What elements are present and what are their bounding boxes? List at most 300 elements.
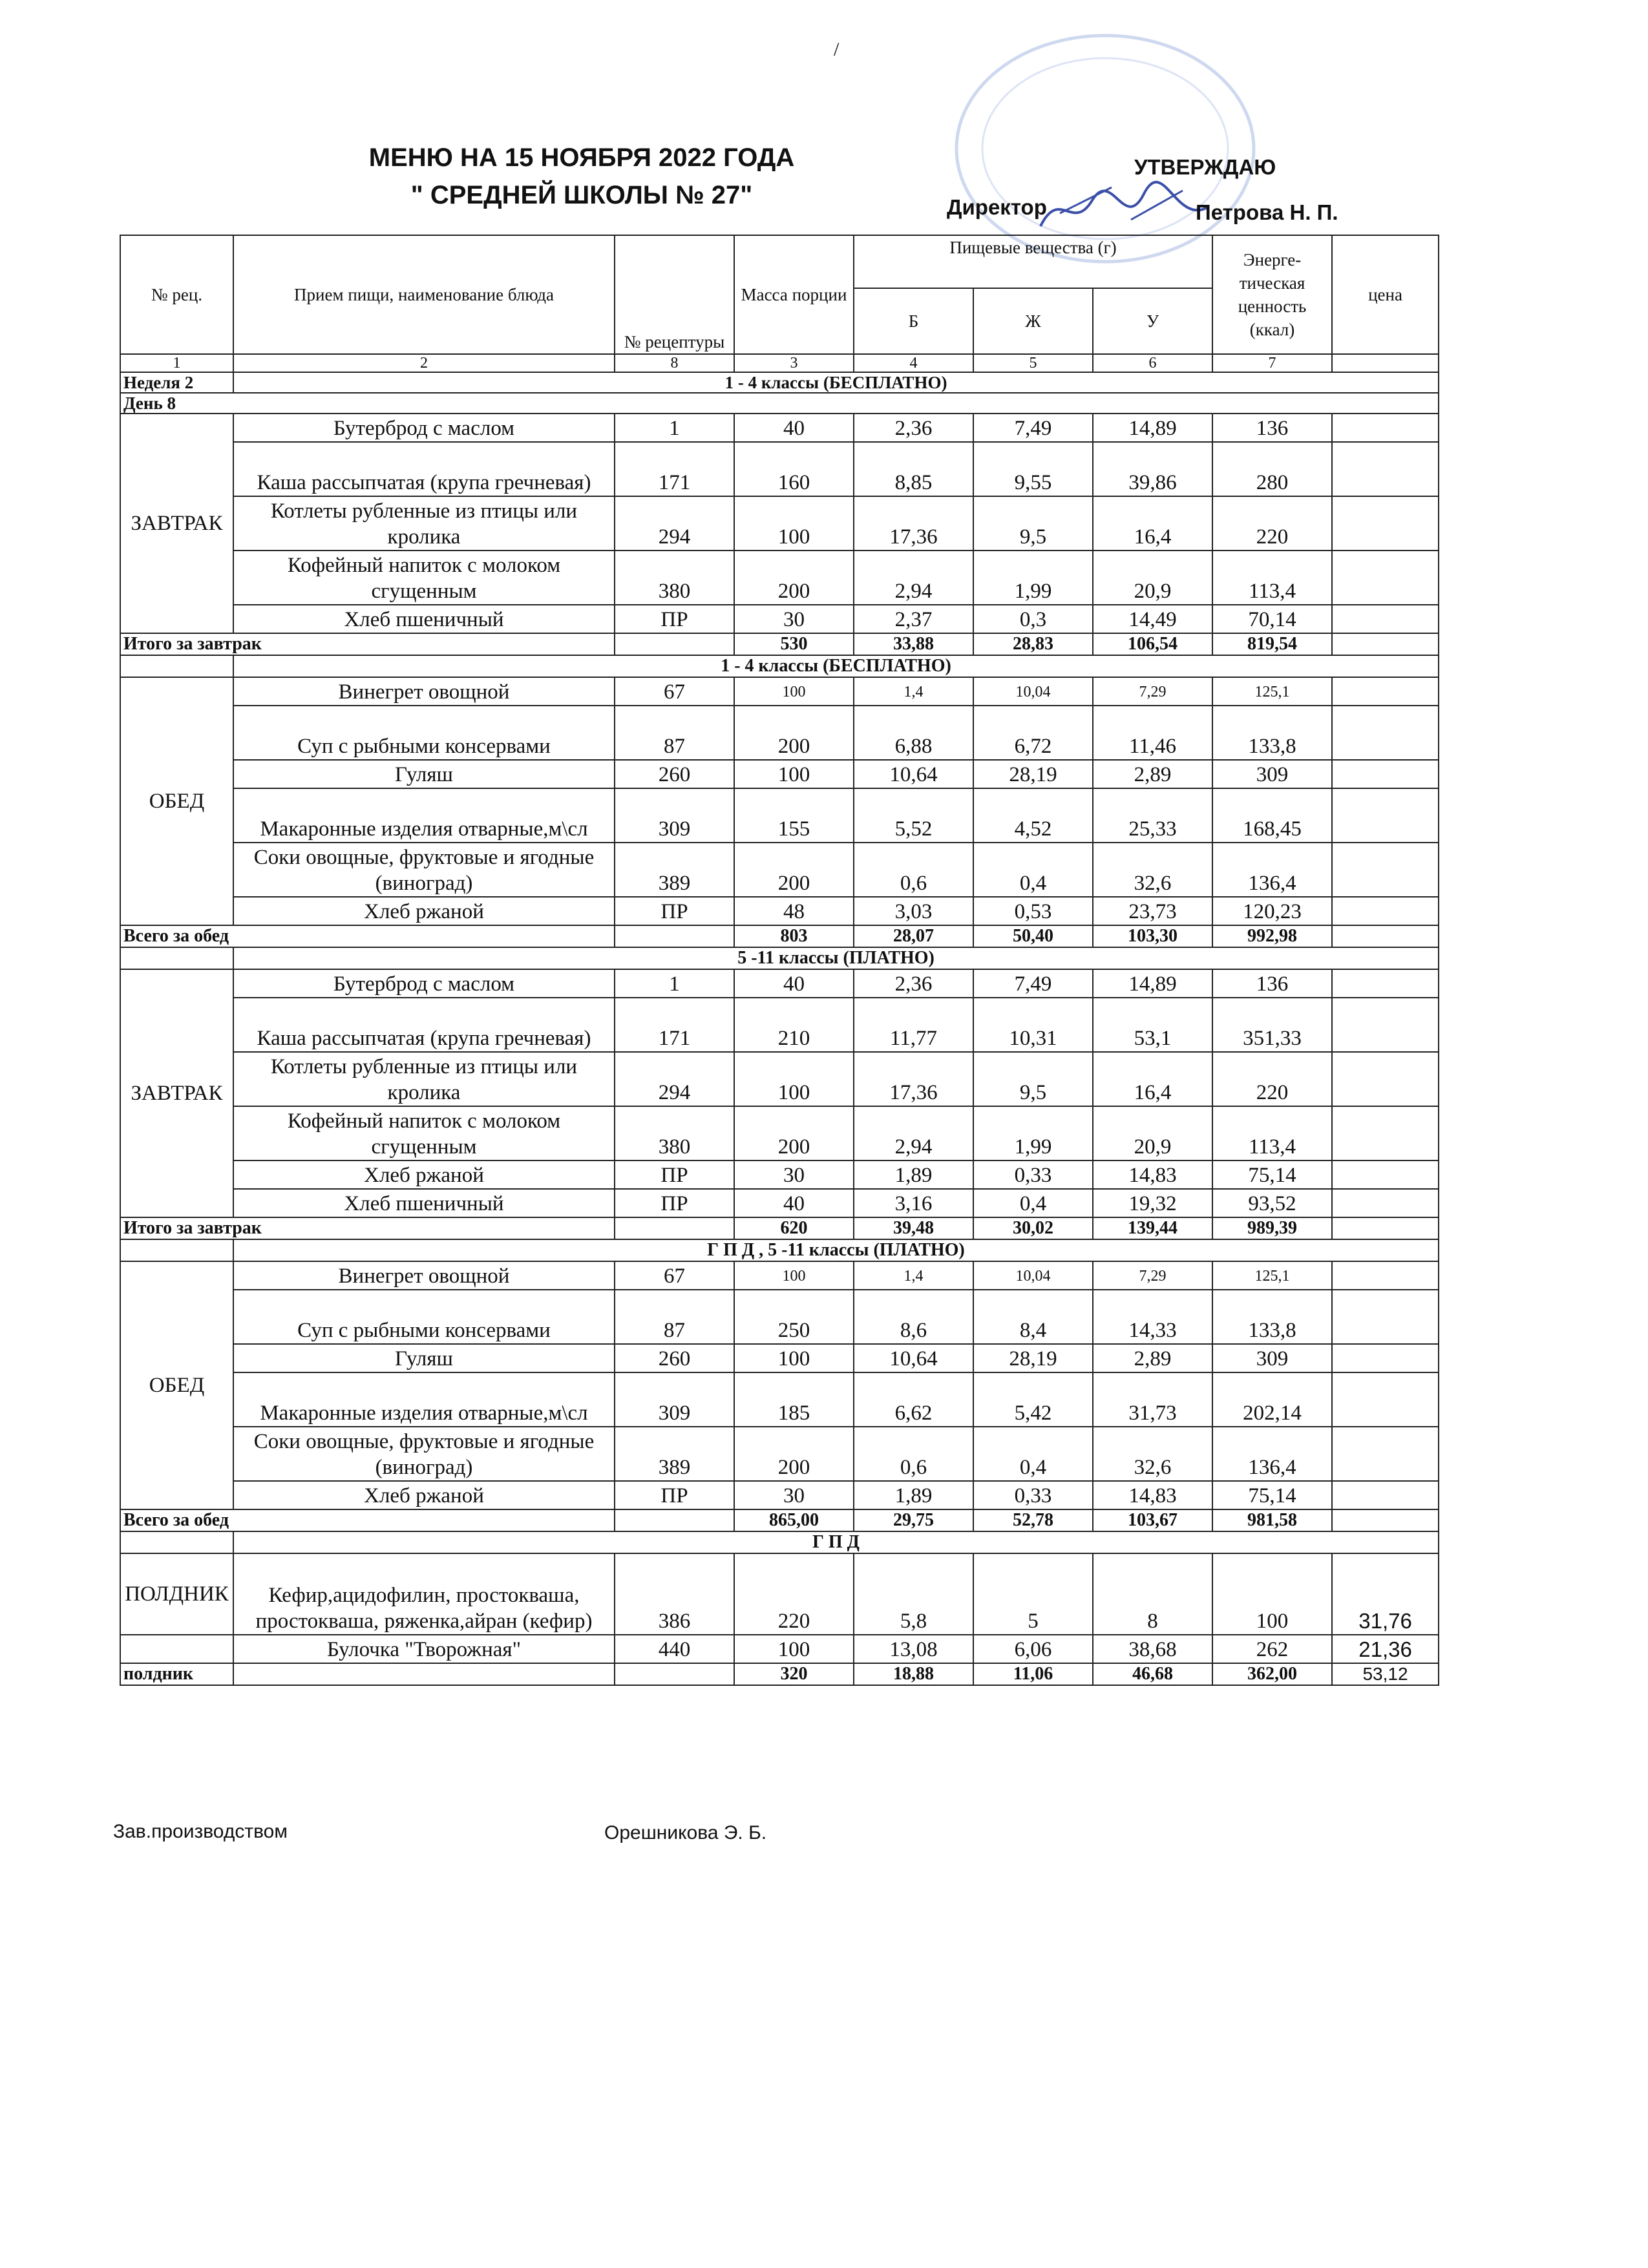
cell-value: 125,1: [1212, 677, 1332, 706]
cell-value: 0,4: [973, 1189, 1093, 1217]
page-title: [194, 139, 969, 214]
cell-value: 1,4: [854, 1261, 973, 1290]
col-number: 6: [1093, 354, 1212, 372]
cell-value: 220: [734, 1553, 854, 1635]
cell-value: 2,94: [854, 1106, 973, 1160]
dish-name: Соки овощные, фруктовые и ягодные (виноград): [233, 1427, 615, 1481]
col-nutrients: Пищевые вещества (г): [854, 235, 1212, 288]
cell-value: 17,36: [854, 1052, 973, 1106]
cell-value: 351,33: [1212, 998, 1332, 1052]
cell-value: 100: [734, 1261, 854, 1290]
table-row: [120, 969, 1439, 998]
cell-value: 25,33: [1093, 788, 1212, 843]
cell-value: 8,6: [854, 1290, 973, 1344]
cell-value: 136,4: [1212, 843, 1332, 897]
table-row: [120, 760, 1439, 788]
cell-value: 200: [734, 1427, 854, 1481]
total-value: 981,58: [1212, 1509, 1332, 1531]
cell-value: 2,89: [1093, 1344, 1212, 1372]
total-value: 46,68: [1093, 1663, 1212, 1685]
cell-value: 1,99: [973, 551, 1093, 605]
cell-value: 2,36: [854, 414, 973, 442]
section-header: 1 - 4 классы (БЕСПЛАТНО): [233, 655, 1439, 677]
cell-value: 67: [615, 677, 734, 706]
total-row: [120, 1509, 1439, 1531]
cell-value: 6,72: [973, 706, 1093, 760]
cell-value: 93,52: [1212, 1189, 1332, 1217]
cell-value: 9,5: [973, 496, 1093, 551]
cell-value: ПР: [615, 1160, 734, 1189]
table-row: [120, 442, 1439, 496]
total-value: 139,44: [1093, 1217, 1212, 1239]
total-row: [120, 633, 1439, 655]
price-cell: 21,36: [1332, 1635, 1439, 1663]
cell-value: 40: [734, 969, 854, 998]
cell-value: 171: [615, 442, 734, 496]
meal-name: ОБЕД: [120, 1261, 233, 1509]
cell-value: 309: [1212, 1344, 1332, 1372]
dish-name: Хлеб пшеничный: [233, 605, 615, 633]
cell-value: 53,1: [1093, 998, 1212, 1052]
director-label: Директор: [947, 195, 1047, 219]
price-cell: [1332, 1344, 1439, 1372]
price-cell: [1332, 414, 1439, 442]
cell-value: ПР: [615, 1189, 734, 1217]
cell-value: 14,83: [1093, 1481, 1212, 1509]
dish-name: Булочка "Творожная": [233, 1635, 615, 1663]
col-mass: Масса порции: [734, 235, 854, 354]
dish-name: Макаронные изделия отварные,м\сл: [233, 788, 615, 843]
footer-name: Орешникова Э. Б.: [604, 1822, 767, 1843]
cell-value: 202,14: [1212, 1372, 1332, 1427]
dish-name: Гуляш: [233, 760, 615, 788]
cell-value: 155: [734, 788, 854, 843]
cell-value: 10,31: [973, 998, 1093, 1052]
cell-value: 16,4: [1093, 1052, 1212, 1106]
total-price-empty: [1332, 1217, 1439, 1239]
cell-value: 30: [734, 1481, 854, 1509]
col-number: 3: [734, 354, 854, 372]
table-row: [120, 897, 1439, 925]
table-row: [120, 1160, 1439, 1189]
cell-value: 294: [615, 1052, 734, 1106]
cell-value: 30: [734, 1160, 854, 1189]
cell-value: 13,08: [854, 1635, 973, 1663]
price-cell: [1332, 605, 1439, 633]
cell-value: 0,6: [854, 1427, 973, 1481]
table-row: [120, 706, 1439, 760]
total-label: Итого за завтрак: [120, 633, 615, 655]
cell-value: 136: [1212, 969, 1332, 998]
cell-value: 1,4: [854, 677, 973, 706]
col-number: 2: [233, 354, 615, 372]
section-row: [120, 1531, 1439, 1553]
col-number-empty: [1332, 354, 1439, 372]
pen-mark: /: [834, 39, 840, 60]
cell-value: 5,8: [854, 1553, 973, 1635]
price-cell: [1332, 1481, 1439, 1509]
col-rec-no: № рец.: [120, 235, 233, 354]
cell-value: 0,3: [973, 605, 1093, 633]
cell-value: 3,16: [854, 1189, 973, 1217]
cell-value: 160: [734, 442, 854, 496]
menu-table: [120, 235, 1439, 1686]
cell-value: 100: [734, 760, 854, 788]
col-energy: Энерге-тическая ценность (ккал): [1212, 235, 1332, 354]
col-number: 7: [1212, 354, 1332, 372]
cell-value: 32,6: [1093, 1427, 1212, 1481]
cell-value: 0,4: [973, 843, 1093, 897]
cell-value: 23,73: [1093, 897, 1212, 925]
cell-value: 125,1: [1212, 1261, 1332, 1290]
total-empty: [233, 1663, 615, 1685]
cell-value: 40: [734, 414, 854, 442]
director-name: Петрова Н. П.: [1196, 200, 1338, 224]
cell-value: 380: [615, 551, 734, 605]
cell-value: 28,19: [973, 760, 1093, 788]
cell-value: 200: [734, 551, 854, 605]
section-header: Г П Д , 5 -11 классы (ПЛАТНО): [233, 1239, 1439, 1261]
cell-value: 14,89: [1093, 969, 1212, 998]
cell-value: 10,04: [973, 1261, 1093, 1290]
table-row: [120, 1290, 1439, 1344]
cell-value: 20,9: [1093, 1106, 1212, 1160]
cell-value: 7,49: [973, 414, 1093, 442]
total-value: 103,67: [1093, 1509, 1212, 1531]
table-row: [120, 1052, 1439, 1106]
cell-value: 10,64: [854, 1344, 973, 1372]
cell-value: 75,14: [1212, 1160, 1332, 1189]
total-price-empty: [1332, 1509, 1439, 1531]
total-value: 992,98: [1212, 925, 1332, 947]
cell-value: 220: [1212, 496, 1332, 551]
total-value: 803: [734, 925, 854, 947]
cell-value: 2,37: [854, 605, 973, 633]
price-cell: [1332, 496, 1439, 551]
total-value: 29,75: [854, 1509, 973, 1531]
total-value: 362,00: [1212, 1663, 1332, 1685]
section-empty: [120, 947, 233, 969]
cell-value: 30: [734, 605, 854, 633]
dish-name: Винегрет овощной: [233, 1261, 615, 1290]
dish-name: Котлеты рубленные из птицы или кролика: [233, 496, 615, 551]
price-cell: [1332, 442, 1439, 496]
price-cell: [1332, 1106, 1439, 1160]
table-row: [120, 788, 1439, 843]
section-row: [120, 1239, 1439, 1261]
cell-value: 0,4: [973, 1427, 1093, 1481]
cell-value: 8: [1093, 1553, 1212, 1635]
cell-value: 0,6: [854, 843, 973, 897]
dish-name: Суп с рыбными консервами: [233, 706, 615, 760]
section-empty: [120, 1239, 233, 1261]
dish-name: Гуляш: [233, 1344, 615, 1372]
total-row: [120, 1663, 1439, 1685]
price-cell: [1332, 969, 1439, 998]
cell-value: 9,55: [973, 442, 1093, 496]
cell-value: 100: [734, 1635, 854, 1663]
total-value: 865,00: [734, 1509, 854, 1531]
cell-value: 1,99: [973, 1106, 1093, 1160]
price-cell: [1332, 843, 1439, 897]
total-value: 33,88: [854, 633, 973, 655]
cell-value: 260: [615, 1344, 734, 1372]
cell-value: 200: [734, 1106, 854, 1160]
section-empty: [120, 655, 233, 677]
table-row: [120, 605, 1439, 633]
total-empty: [615, 1509, 734, 1531]
cell-value: 250: [734, 1290, 854, 1344]
cell-value: 120,23: [1212, 897, 1332, 925]
cell-value: 280: [1212, 442, 1332, 496]
table-row: [120, 1635, 1439, 1663]
price-cell: 31,76: [1332, 1553, 1439, 1635]
cell-value: 8,4: [973, 1290, 1093, 1344]
table-row: [120, 1189, 1439, 1217]
cell-value: 14,49: [1093, 605, 1212, 633]
title-line-1: МЕНЮ НА 15 НОЯБРЯ 2022 ГОДА: [368, 143, 795, 172]
total-value: 28,07: [854, 925, 973, 947]
section-empty: [120, 1531, 233, 1553]
week-label: Неделя 2: [120, 372, 233, 393]
total-empty: [615, 1663, 734, 1685]
cell-value: 87: [615, 1290, 734, 1344]
cell-value: 389: [615, 1427, 734, 1481]
cell-value: 6,06: [973, 1635, 1093, 1663]
cell-value: 17,36: [854, 496, 973, 551]
cell-value: 100: [734, 677, 854, 706]
total-row: [120, 925, 1439, 947]
table-row: [120, 551, 1439, 605]
dish-name: Котлеты рубленные из птицы или кролика: [233, 1052, 615, 1106]
cell-value: 10,64: [854, 760, 973, 788]
cell-value: ПР: [615, 897, 734, 925]
cell-value: 48: [734, 897, 854, 925]
cell-value: 133,8: [1212, 706, 1332, 760]
cell-value: 3,03: [854, 897, 973, 925]
cell-value: 0,33: [973, 1481, 1093, 1509]
cell-value: 309: [615, 788, 734, 843]
cell-value: 262: [1212, 1635, 1332, 1663]
total-value: 50,40: [973, 925, 1093, 947]
cell-value: 11,77: [854, 998, 973, 1052]
table-row: [120, 998, 1439, 1052]
cell-value: 38,68: [1093, 1635, 1212, 1663]
total-value: 989,39: [1212, 1217, 1332, 1239]
table-row: [120, 677, 1439, 706]
total-price-empty: [1332, 633, 1439, 655]
cell-value: 31,73: [1093, 1372, 1212, 1427]
col-dish: Прием пищи, наименование блюда: [233, 235, 615, 354]
table-row: [120, 1481, 1439, 1509]
cell-value: 10,04: [973, 677, 1093, 706]
total-value: 11,06: [973, 1663, 1093, 1685]
cell-value: 87: [615, 706, 734, 760]
price-cell: [1332, 677, 1439, 706]
cell-value: 220: [1212, 1052, 1332, 1106]
cell-value: 200: [734, 843, 854, 897]
cell-value: 113,4: [1212, 551, 1332, 605]
total-value: 18,88: [854, 1663, 973, 1685]
cell-value: 2,89: [1093, 760, 1212, 788]
meal-empty: [120, 1635, 233, 1663]
dish-name: Хлеб ржаной: [233, 1160, 615, 1189]
dish-name: Соки овощные, фруктовые и ягодные (виноград): [233, 843, 615, 897]
total-value: 52,78: [973, 1509, 1093, 1531]
cell-value: 0,53: [973, 897, 1093, 925]
cell-value: 136: [1212, 414, 1332, 442]
col-u: У: [1093, 288, 1212, 354]
table-row: [120, 496, 1439, 551]
cell-value: 100: [1212, 1553, 1332, 1635]
cell-value: 294: [615, 496, 734, 551]
total-empty: [615, 925, 734, 947]
cell-value: 210: [734, 998, 854, 1052]
total-empty: [615, 1217, 734, 1239]
cell-value: 260: [615, 760, 734, 788]
cell-value: 386: [615, 1553, 734, 1635]
price-cell: [1332, 1160, 1439, 1189]
col-b: Б: [854, 288, 973, 354]
cell-value: 133,8: [1212, 1290, 1332, 1344]
price-cell: [1332, 1372, 1439, 1427]
cell-value: 7,49: [973, 969, 1093, 998]
price-cell: [1332, 551, 1439, 605]
total-value: 620: [734, 1217, 854, 1239]
meal-name: ЗАВТРАК: [120, 414, 233, 633]
cell-value: 309: [615, 1372, 734, 1427]
price-cell: [1332, 706, 1439, 760]
cell-value: 185: [734, 1372, 854, 1427]
col-number: 1: [120, 354, 233, 372]
cell-value: 2,94: [854, 551, 973, 605]
cell-value: 14,89: [1093, 414, 1212, 442]
cell-value: 75,14: [1212, 1481, 1332, 1509]
col-zh: Ж: [973, 288, 1093, 354]
dish-name: Кофейный напиток с молоком сгущенным: [233, 1106, 615, 1160]
dish-name: Винегрет овощной: [233, 677, 615, 706]
cell-value: 171: [615, 998, 734, 1052]
menu-body: [120, 372, 1439, 1685]
meal-name: ПОЛДНИК: [120, 1553, 233, 1635]
cell-value: 5,42: [973, 1372, 1093, 1427]
price-cell: [1332, 788, 1439, 843]
price-cell: [1332, 1290, 1439, 1344]
total-value: 530: [734, 633, 854, 655]
table-row: [120, 1344, 1439, 1372]
cell-value: 14,83: [1093, 1160, 1212, 1189]
cell-value: 1: [615, 414, 734, 442]
cell-value: 1,89: [854, 1160, 973, 1189]
price-cell: [1332, 1261, 1439, 1290]
cell-value: 2,36: [854, 969, 973, 998]
total-row: [120, 1217, 1439, 1239]
section-row: [120, 655, 1439, 677]
cell-value: 8,85: [854, 442, 973, 496]
dish-name: Бутерброд с маслом: [233, 969, 615, 998]
price-cell: [1332, 897, 1439, 925]
total-label: Всего за обед: [120, 1509, 615, 1531]
col-number: 8: [615, 354, 734, 372]
dish-name: Кефир,ацидофилин, простокваша, простокваша, ряженка,айран (кефир): [233, 1553, 615, 1635]
cell-value: 100: [734, 1052, 854, 1106]
cell-value: 7,29: [1093, 677, 1212, 706]
meal-name: ОБЕД: [120, 677, 233, 925]
table-row: [120, 414, 1439, 442]
cell-value: 32,6: [1093, 843, 1212, 897]
total-value: 39,48: [854, 1217, 973, 1239]
cell-value: 9,5: [973, 1052, 1093, 1106]
dish-name: Кофейный напиток с молоком сгущенным: [233, 551, 615, 605]
cell-value: 380: [615, 1106, 734, 1160]
cell-value: 5: [973, 1553, 1093, 1635]
cell-value: 11,46: [1093, 706, 1212, 760]
total-empty: [615, 633, 734, 655]
section-header: 5 -11 классы (ПЛАТНО): [233, 947, 1439, 969]
day-label: День 8: [120, 393, 1439, 414]
total-label: Всего за обед: [120, 925, 615, 947]
cell-value: 168,45: [1212, 788, 1332, 843]
cell-value: 20,9: [1093, 551, 1212, 605]
dish-name: Суп с рыбными консервами: [233, 1290, 615, 1344]
cell-value: 136,4: [1212, 1427, 1332, 1481]
dish-name: Хлеб ржаной: [233, 1481, 615, 1509]
price-cell: [1332, 1052, 1439, 1106]
col-recipe-no: № рецептуры: [615, 235, 734, 354]
dish-name: Хлеб ржаной: [233, 897, 615, 925]
col-price: цена: [1332, 235, 1439, 354]
cell-value: 14,33: [1093, 1290, 1212, 1344]
cell-value: 39,86: [1093, 442, 1212, 496]
cell-value: 19,32: [1093, 1189, 1212, 1217]
table-row: [120, 843, 1439, 897]
cell-value: 7,29: [1093, 1261, 1212, 1290]
cell-value: 100: [734, 496, 854, 551]
total-label: Итого за завтрак: [120, 1217, 615, 1239]
price-cell: [1332, 760, 1439, 788]
col-number: 5: [973, 354, 1093, 372]
cell-value: 40: [734, 1189, 854, 1217]
dish-name: Хлеб пшеничный: [233, 1189, 615, 1217]
cell-value: 309: [1212, 760, 1332, 788]
section-header: Г П Д: [233, 1531, 1439, 1553]
dish-name: Макаронные изделия отварные,м\сл: [233, 1372, 615, 1427]
col-number: 4: [854, 354, 973, 372]
total-value: 320: [734, 1663, 854, 1685]
cell-value: 1: [615, 969, 734, 998]
price-cell: [1332, 1189, 1439, 1217]
cell-value: 70,14: [1212, 605, 1332, 633]
meal-name: ЗАВТРАК: [120, 969, 233, 1217]
cell-value: 440: [615, 1635, 734, 1663]
cell-value: 4,52: [973, 788, 1093, 843]
table-row: [120, 1106, 1439, 1160]
title-line-2: " СРЕДНЕЙ ШКОЛЫ № 27": [410, 181, 753, 209]
cell-value: 0,33: [973, 1160, 1093, 1189]
total-value: 30,02: [973, 1217, 1093, 1239]
total-price-empty: [1332, 925, 1439, 947]
cell-value: 16,4: [1093, 496, 1212, 551]
cell-value: 389: [615, 843, 734, 897]
cell-value: 67: [615, 1261, 734, 1290]
total-price: 53,12: [1332, 1663, 1439, 1685]
table-row: [120, 1372, 1439, 1427]
table-row: [120, 1553, 1439, 1635]
section-row: [120, 947, 1439, 969]
total-label: полдник: [120, 1663, 233, 1685]
cell-value: ПР: [615, 1481, 734, 1509]
cell-value: ПР: [615, 605, 734, 633]
